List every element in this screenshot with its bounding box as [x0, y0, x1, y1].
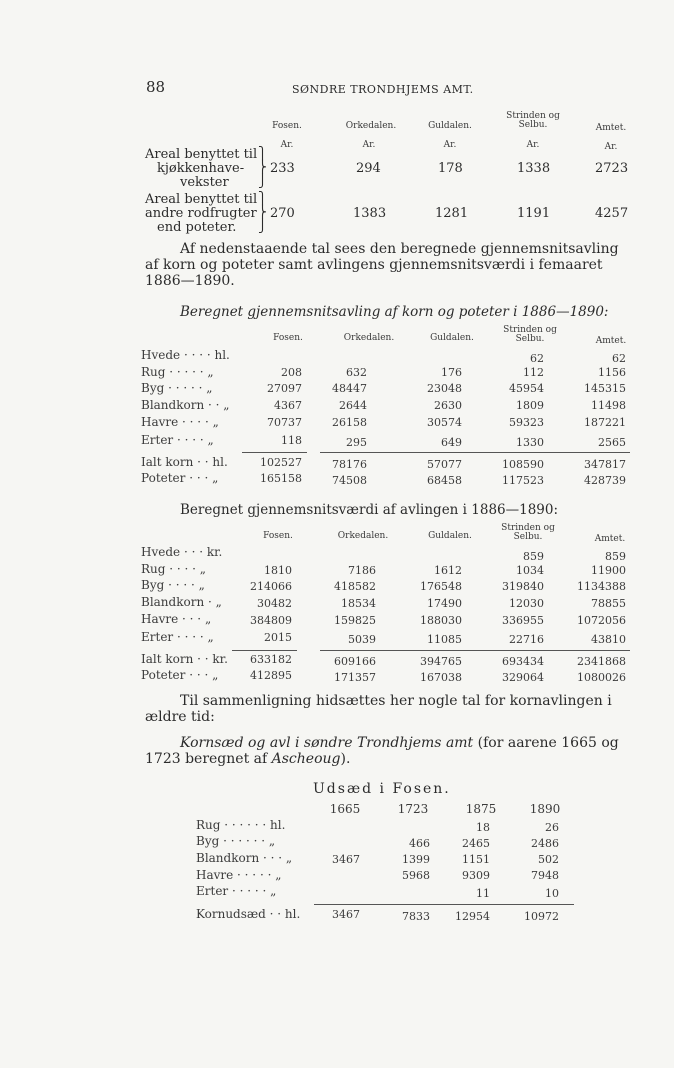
row-label: Erter · · · · „: [141, 433, 214, 447]
row-label: Areal benyttet til: [145, 192, 258, 207]
total-cell: 412895: [250, 669, 292, 682]
value-cell: 466: [409, 837, 430, 850]
value-cell: 1810: [264, 564, 292, 577]
value-cell: 1809: [516, 399, 544, 412]
value-cell: 502: [538, 853, 559, 866]
total-cell: 2341868: [577, 655, 626, 668]
col-header: Strinden og Selbu.: [501, 523, 555, 542]
value-cell: 4367: [274, 399, 302, 412]
total-cell: 57077: [427, 458, 462, 471]
value-cell: 5968: [402, 869, 430, 882]
total-label: Poteter · · · „: [141, 668, 219, 682]
total-cell: 10972: [524, 910, 559, 923]
value-cell: 178: [438, 161, 463, 176]
col-header: Guldalen.: [428, 531, 472, 541]
total-cell: 394765: [420, 655, 462, 668]
value-cell: 159825: [334, 614, 376, 627]
value-cell: 418582: [334, 580, 376, 593]
value-cell: 10: [545, 887, 559, 900]
value-cell: 233: [270, 161, 295, 176]
value-cell: 632: [346, 366, 367, 379]
value-cell: 1338: [517, 161, 551, 176]
total-cell: 68458: [427, 474, 462, 487]
row-label: Erter · · · · „: [141, 630, 214, 644]
col-header: Strinden og Selbu.: [506, 111, 560, 130]
value-cell: 9309: [462, 869, 490, 882]
row-label: Blandkorn · · · „: [196, 851, 293, 865]
col-header: Guldalen.: [428, 121, 472, 131]
value-cell: 336955: [502, 614, 544, 627]
italic-title: Kornsæd og avl i søndre Trondhjems amt: [180, 735, 474, 751]
total-cell: 102527: [260, 456, 302, 469]
unit-label: Ar.: [526, 140, 540, 150]
total-cell: 1080026: [577, 671, 626, 684]
row-label: Havre · · · · „: [141, 415, 219, 429]
value-cell: 7948: [531, 869, 559, 882]
value-cell: 1281: [435, 206, 469, 221]
value-cell: 214066: [250, 580, 292, 593]
italic-author: Ascheoug: [271, 751, 341, 767]
total-cell: 117523: [502, 474, 544, 487]
value-cell: 2465: [462, 837, 490, 850]
row-label: Byg · · · · „: [141, 578, 205, 592]
row-label: kjøkkenhave-: [157, 161, 245, 176]
total-cell: 609166: [334, 655, 376, 668]
page-number: 88: [146, 78, 166, 96]
value-cell: 1399: [402, 853, 430, 866]
running-head: SØNDRE TRONDHJEMS AMT.: [292, 83, 474, 96]
value-cell: 187221: [584, 416, 626, 429]
value-cell: 1034: [516, 564, 544, 577]
paragraph-text: (for aarene 1665 og: [473, 735, 619, 751]
col-header: Amtet.: [595, 123, 627, 133]
value-cell: 11498: [591, 399, 626, 412]
col-header: 1723: [397, 802, 429, 816]
total-cell: 12954: [455, 910, 490, 923]
table4-title: Udsæd i Fosen.: [313, 781, 451, 797]
value-cell: 188030: [420, 614, 462, 627]
row-label: Havre · · · „: [141, 612, 212, 626]
value-cell: 2644: [339, 399, 367, 412]
value-cell: 11085: [427, 633, 462, 646]
value-cell: 319840: [502, 580, 544, 593]
value-cell: 2015: [264, 631, 292, 644]
col-header: Fosen.: [263, 531, 293, 541]
col-header: Amtet.: [595, 336, 627, 346]
total-cell: 347817: [584, 458, 626, 471]
row-label: andre rodfrugter: [145, 206, 257, 221]
total-cell: 3467: [332, 908, 360, 921]
row-label: Byg · · · · · „: [141, 381, 213, 395]
value-cell: 1191: [517, 206, 551, 221]
total-cell: 428739: [584, 474, 626, 487]
value-cell: 48447: [332, 382, 367, 395]
value-cell: 4257: [595, 206, 629, 221]
value-cell: 5039: [348, 633, 376, 646]
value-cell: 43810: [591, 633, 626, 646]
value-cell: 62: [530, 352, 544, 365]
total-cell: 74508: [332, 474, 367, 487]
value-cell: 18: [476, 821, 490, 834]
paragraph-text: ).: [340, 751, 351, 767]
sum-rule: [314, 904, 574, 905]
row-label: Hvede · · · · hl.: [141, 348, 230, 362]
value-cell: 59323: [509, 416, 544, 429]
value-cell: 1134388: [577, 580, 626, 593]
value-cell: 18534: [341, 597, 376, 610]
sum-rule: [320, 452, 630, 453]
value-cell: 30574: [427, 416, 462, 429]
value-cell: 118: [281, 434, 302, 447]
value-cell: 11: [476, 887, 490, 900]
value-cell: 859: [605, 550, 626, 563]
row-label: Havre · · · · · „: [196, 868, 282, 882]
row-label: Hvede · · · kr.: [141, 545, 223, 559]
value-cell: 2723: [595, 161, 629, 176]
value-cell: 22716: [509, 633, 544, 646]
value-cell: 27097: [267, 382, 302, 395]
col-header: Fosen.: [272, 121, 302, 131]
value-cell: 1330: [516, 436, 544, 449]
total-label: Ialt korn · · hl.: [141, 455, 228, 469]
col-header: Orkedalen.: [337, 531, 389, 541]
value-cell: 145315: [584, 382, 626, 395]
value-cell: 1612: [434, 564, 462, 577]
value-cell: 30482: [257, 597, 292, 610]
value-cell: 176: [441, 366, 462, 379]
col-header: Fosen.: [273, 333, 303, 343]
value-cell: 45954: [509, 382, 544, 395]
paragraph-line: 1886—1890.: [145, 273, 235, 289]
value-cell: 7186: [348, 564, 376, 577]
value-cell: 1072056: [577, 614, 626, 627]
value-cell: 112: [523, 366, 544, 379]
value-cell: 26158: [332, 416, 367, 429]
paragraph-line: af korn og poteter samt avlingens gjennemsnitsværdi i femaaret: [145, 257, 603, 273]
value-cell: 1151: [462, 853, 490, 866]
row-label: vekster: [180, 175, 229, 190]
value-cell: 23048: [427, 382, 462, 395]
col-header: Orkedalen.: [343, 333, 395, 343]
total-cell: 693434: [502, 655, 544, 668]
unit-label: Ar.: [443, 140, 457, 150]
brace: ⎫ ⎬ ⎭: [258, 191, 267, 233]
total-label: Kornudsæd · · hl.: [196, 907, 301, 921]
value-cell: 26: [545, 821, 559, 834]
paragraph-text: 1723 beregnet af: [145, 751, 272, 767]
value-cell: 2565: [598, 436, 626, 449]
total-cell: 633182: [250, 653, 292, 666]
value-cell: 78855: [591, 597, 626, 610]
value-cell: 17490: [427, 597, 462, 610]
col-header: Guldalen.: [430, 333, 474, 343]
value-cell: 384809: [250, 614, 292, 627]
total-label: Ialt korn · · kr.: [141, 652, 228, 666]
row-label: Blandkorn · · „: [141, 398, 230, 412]
sum-rule: [320, 650, 630, 651]
paragraph-line: [145, 752, 350, 767]
col-header: 1665: [329, 802, 361, 816]
paragraph-line: Af nedenstaaende tal sees den beregnede gjennemsnitsavling: [180, 241, 619, 257]
table2-title: [180, 304, 608, 320]
value-cell: 1156: [598, 366, 626, 379]
row-label: Blandkorn · „: [141, 595, 222, 609]
value-cell: 270: [270, 206, 295, 221]
col-header: Amtet.: [594, 534, 626, 544]
col-header: 1890: [529, 802, 561, 816]
value-cell: 1383: [353, 206, 387, 221]
value-cell: 2486: [531, 837, 559, 850]
unit-label: Ar.: [362, 140, 376, 150]
col-header: Orkedalen.: [345, 121, 397, 131]
row-label: Byg · · · · · · „: [196, 834, 276, 848]
value-cell: 295: [346, 436, 367, 449]
row-label: Erter · · · · · „: [196, 884, 277, 898]
row-label: Rug · · · · „: [141, 562, 206, 576]
brace: ⎫ ⎬ ⎭: [258, 146, 267, 188]
col-header: Strinden og Selbu.: [503, 325, 557, 344]
row-label: Rug · · · · · „: [141, 365, 214, 379]
value-cell: 649: [441, 436, 462, 449]
value-cell: 12030: [509, 597, 544, 610]
row-label: Rug · · · · · · hl.: [196, 818, 286, 832]
unit-label: Ar.: [604, 142, 618, 152]
value-cell: 208: [281, 366, 302, 379]
value-cell: 70737: [267, 416, 302, 429]
total-cell: 165158: [260, 472, 302, 485]
value-cell: 294: [356, 161, 381, 176]
sum-rule: [232, 650, 297, 651]
total-cell: 7833: [402, 910, 430, 923]
paragraph-line: Til sammenligning hidsættes her nogle tal for kornavlingen i: [180, 693, 612, 709]
row-label: end poteter.: [157, 220, 237, 235]
value-cell: 176548: [420, 580, 462, 593]
paragraph-line: [180, 736, 619, 751]
col-header: 1875: [465, 802, 497, 816]
value-cell: 11900: [591, 564, 626, 577]
row-label: Areal benyttet til: [145, 147, 258, 162]
table2-title-text: Beregnet gjennemsnitsavling af korn og poteter i 1886—1890:: [180, 304, 609, 320]
sum-rule: [242, 452, 307, 453]
total-label: Poteter · · · „: [141, 471, 219, 485]
value-cell: 2630: [434, 399, 462, 412]
total-cell: 329064: [502, 671, 544, 684]
unit-label: Ar.: [280, 140, 294, 150]
value-cell: 62: [612, 352, 626, 365]
total-cell: 78176: [332, 458, 367, 471]
total-cell: 167038: [420, 671, 462, 684]
total-cell: 108590: [502, 458, 544, 471]
total-cell: 171357: [334, 671, 376, 684]
table3-title: Beregnet gjennemsnitsværdi af avlingen i 1886—1890:: [180, 502, 559, 518]
value-cell: 859: [523, 550, 544, 563]
paragraph-line: ældre tid:: [145, 709, 215, 725]
value-cell: 3467: [332, 853, 360, 866]
